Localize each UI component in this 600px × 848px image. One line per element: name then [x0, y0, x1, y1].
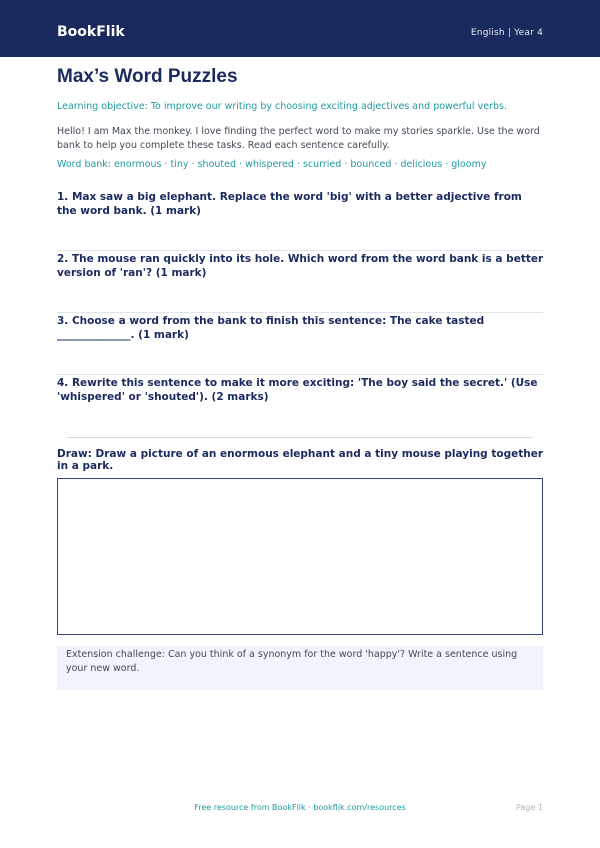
intro-text: Hello! I am Max the monkey. I love finding the perfect word to make my stories sparkle. Use the word bank to help you complete these tasks. Read each sentence carefully.: [57, 126, 540, 151]
draw-prompt: Draw: Draw a picture of an enormous elephant and a tiny mouse playing together in a park.: [57, 448, 543, 472]
page-number: Page 1: [516, 803, 543, 812]
subject-year-label: English | Year 4: [470, 28, 543, 38]
answer-line-1[interactable]: [57, 250, 543, 251]
section-divider: [67, 437, 532, 438]
learning-objective: Learning objective: To improve our writing by choosing exciting adjectives and powerful verbs.: [57, 101, 507, 112]
answer-line-3[interactable]: [57, 374, 543, 375]
header-bar: [0, 0, 600, 57]
extension-challenge: Extension challenge: Can you think of a synonym for the word 'happy'? Write a sentence using your new word.: [57, 646, 543, 690]
answer-line-2[interactable]: [57, 312, 543, 313]
footer-resource-link[interactable]: Free resource from BookFlik · bookflik.com/resources: [194, 803, 406, 812]
page-title: Max’s Word Puzzles: [57, 66, 238, 87]
word-bank: Word bank: enormous · tiny · shouted · whispered · scurried · bounced · delicious · gloomy: [57, 159, 487, 170]
drawing-area[interactable]: [57, 478, 543, 635]
question-2: 2. The mouse ran quickly into its hole. Which word from the word bank is a better version of 'ran'? (1 mark): [57, 253, 544, 279]
question-1: 1. Max saw a big elephant. Replace the word 'big' with a better adjective from the word bank. (1 mark): [57, 191, 522, 217]
brand-logo-text[interactable]: BookFlik: [57, 24, 125, 40]
question-3: 3. Choose a word from the bank to finish this sentence: The cake tasted ______________. (1 mark): [57, 315, 485, 341]
question-4: 4. Rewrite this sentence to make it more exciting: 'The boy said the secret.' (Use 'whispered' or 'shouted'). (2 marks): [57, 377, 538, 403]
